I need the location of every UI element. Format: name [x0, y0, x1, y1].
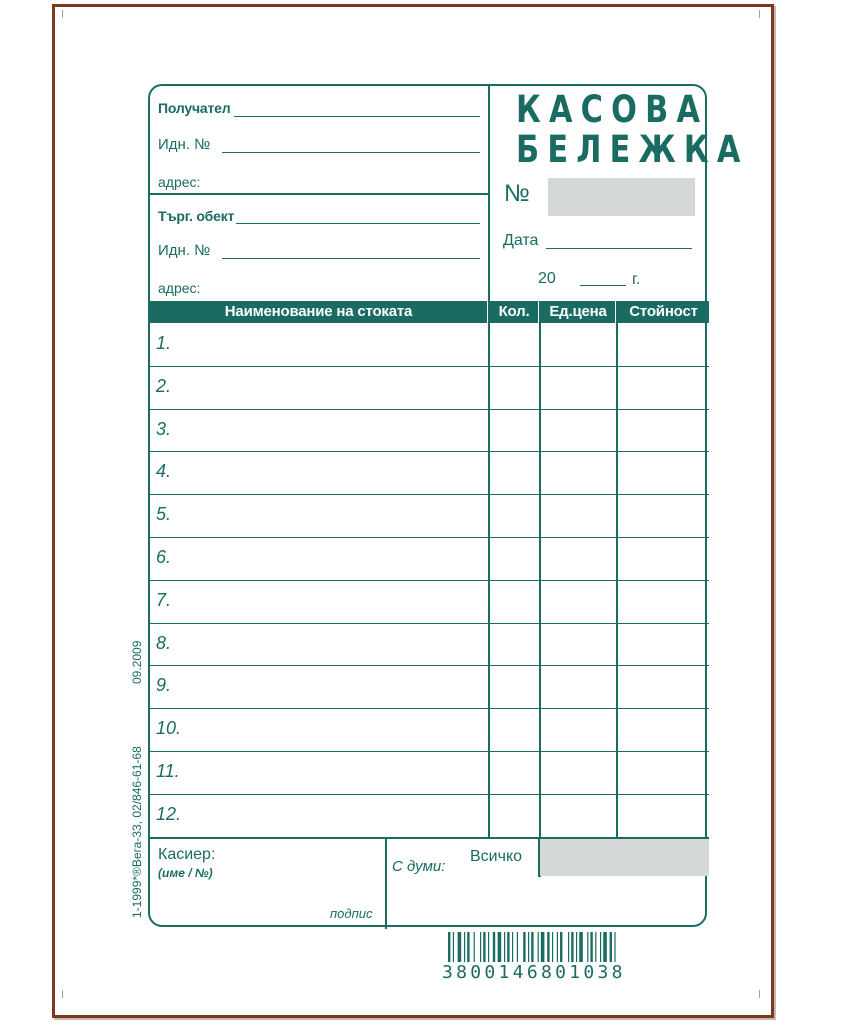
barcode-bar	[610, 932, 612, 962]
row-line[interactable]	[150, 794, 709, 795]
row-number: 12.	[156, 803, 182, 824]
document-title-line1: КАСОВА	[516, 88, 709, 131]
row-line[interactable]	[150, 623, 709, 624]
row-number: 2.	[156, 375, 172, 396]
date-field[interactable]	[546, 248, 692, 249]
year-suffix: г.	[632, 271, 641, 288]
barcode-bar	[474, 932, 475, 962]
barcode-bar	[595, 932, 596, 962]
total-label: Всичко	[470, 848, 523, 865]
barcode-bar	[600, 932, 601, 962]
row-line[interactable]	[150, 494, 709, 495]
row-line[interactable]	[150, 580, 709, 581]
year-prefix: 20	[538, 270, 556, 287]
barcode-bar	[523, 932, 525, 962]
row-line[interactable]	[150, 751, 709, 752]
barcode	[448, 932, 694, 966]
barcode-bar	[504, 932, 505, 962]
in-words-label: С думи:	[392, 858, 446, 875]
row-number: 9.	[156, 675, 172, 696]
barcode-bar	[568, 932, 569, 962]
row-number: 8.	[156, 632, 172, 653]
merchant-field[interactable]	[236, 223, 480, 224]
row-number: 5.	[156, 504, 172, 525]
barcode-bar	[488, 932, 489, 962]
receipt-form	[148, 84, 749, 927]
barcode-bar	[531, 932, 533, 962]
column-divider	[616, 301, 618, 837]
table-header	[150, 301, 709, 323]
barcode-bar	[541, 932, 545, 962]
recipient-id-field[interactable]	[222, 152, 480, 153]
column-divider	[539, 301, 541, 877]
barcode-bar	[448, 932, 450, 962]
barcode-bar	[528, 932, 529, 962]
recipient-address-label: адрес:	[158, 174, 201, 190]
barcode-bar	[590, 932, 592, 962]
row-number: 4.	[156, 461, 172, 482]
barcode-bar	[538, 932, 539, 962]
row-line[interactable]	[150, 537, 709, 538]
row-number: 3.	[156, 418, 172, 439]
print-date: 09.2009	[130, 640, 144, 684]
cashier-label: Касиер:	[158, 846, 216, 863]
recipient-field[interactable]	[234, 116, 480, 117]
header-unit-price: Ед.цена	[541, 301, 615, 323]
row-line[interactable]	[150, 366, 709, 367]
crop-mark	[62, 990, 70, 998]
barcode-bar	[603, 932, 607, 962]
date-label: Дата	[503, 232, 539, 249]
row-number: 10.	[156, 718, 182, 739]
year-field[interactable]	[580, 285, 626, 286]
barcode-bar	[579, 932, 583, 962]
column-divider	[488, 301, 490, 837]
row-line[interactable]	[150, 708, 709, 709]
barcode-bar	[560, 932, 562, 962]
barcode-bar	[498, 932, 502, 962]
cashier-hint: (име / №)	[158, 866, 213, 880]
recipient-label: Получател	[158, 100, 231, 116]
row-number: 7.	[156, 589, 172, 610]
row-number: 11.	[156, 761, 180, 781]
header-vertical-divider	[488, 86, 490, 301]
barcode-bar	[453, 932, 454, 962]
number-label: №	[504, 180, 530, 207]
footer-vertical-divider	[385, 837, 387, 929]
barcode-bar	[507, 932, 509, 962]
barcode-bar	[458, 932, 462, 962]
barcode-bar	[483, 932, 485, 962]
merchant-address-label: адрес:	[158, 280, 201, 296]
barcode-bar	[552, 932, 553, 962]
print-info: 1-1999*®Вега-33, 02/846-61-68	[130, 746, 144, 918]
barcode-bar	[614, 932, 615, 962]
header-divider	[150, 193, 488, 195]
barcode-bar	[493, 932, 495, 962]
barcode-bar	[467, 932, 469, 962]
signature-label: подпис	[330, 906, 373, 921]
barcode-bar	[547, 932, 549, 962]
recipient-id-label: Идн. №	[158, 136, 211, 153]
number-field[interactable]	[548, 178, 695, 216]
barcode-bar	[480, 932, 481, 962]
barcode-bar	[517, 932, 518, 962]
merchant-id-field[interactable]	[222, 258, 480, 259]
row-line[interactable]	[150, 451, 709, 452]
merchant-label: Търг. обект	[158, 208, 235, 224]
barcode-bar	[571, 932, 573, 962]
header-name: Наименование на стоката	[150, 301, 487, 323]
row-line[interactable]	[150, 665, 709, 666]
merchant-id-label: Идн. №	[158, 242, 211, 259]
row-number: 6.	[156, 547, 172, 567]
header-value: Стойност	[618, 301, 709, 323]
document-title-line2: БЕЛЕЖКА	[516, 128, 749, 171]
crop-mark	[752, 10, 760, 18]
barcode-bar	[557, 932, 558, 962]
barcode-bar	[587, 932, 588, 962]
total-field[interactable]	[540, 839, 709, 876]
header-qty: Кол.	[490, 301, 538, 323]
row-number: 1.	[156, 333, 172, 353]
crop-mark	[752, 990, 760, 998]
barcode-digits: 3800146801038	[442, 962, 626, 983]
barcode-bar	[512, 932, 513, 962]
barcode-bar	[576, 932, 577, 962]
crop-mark	[62, 10, 70, 18]
row-line[interactable]	[150, 409, 709, 410]
barcode-bar	[464, 932, 465, 962]
